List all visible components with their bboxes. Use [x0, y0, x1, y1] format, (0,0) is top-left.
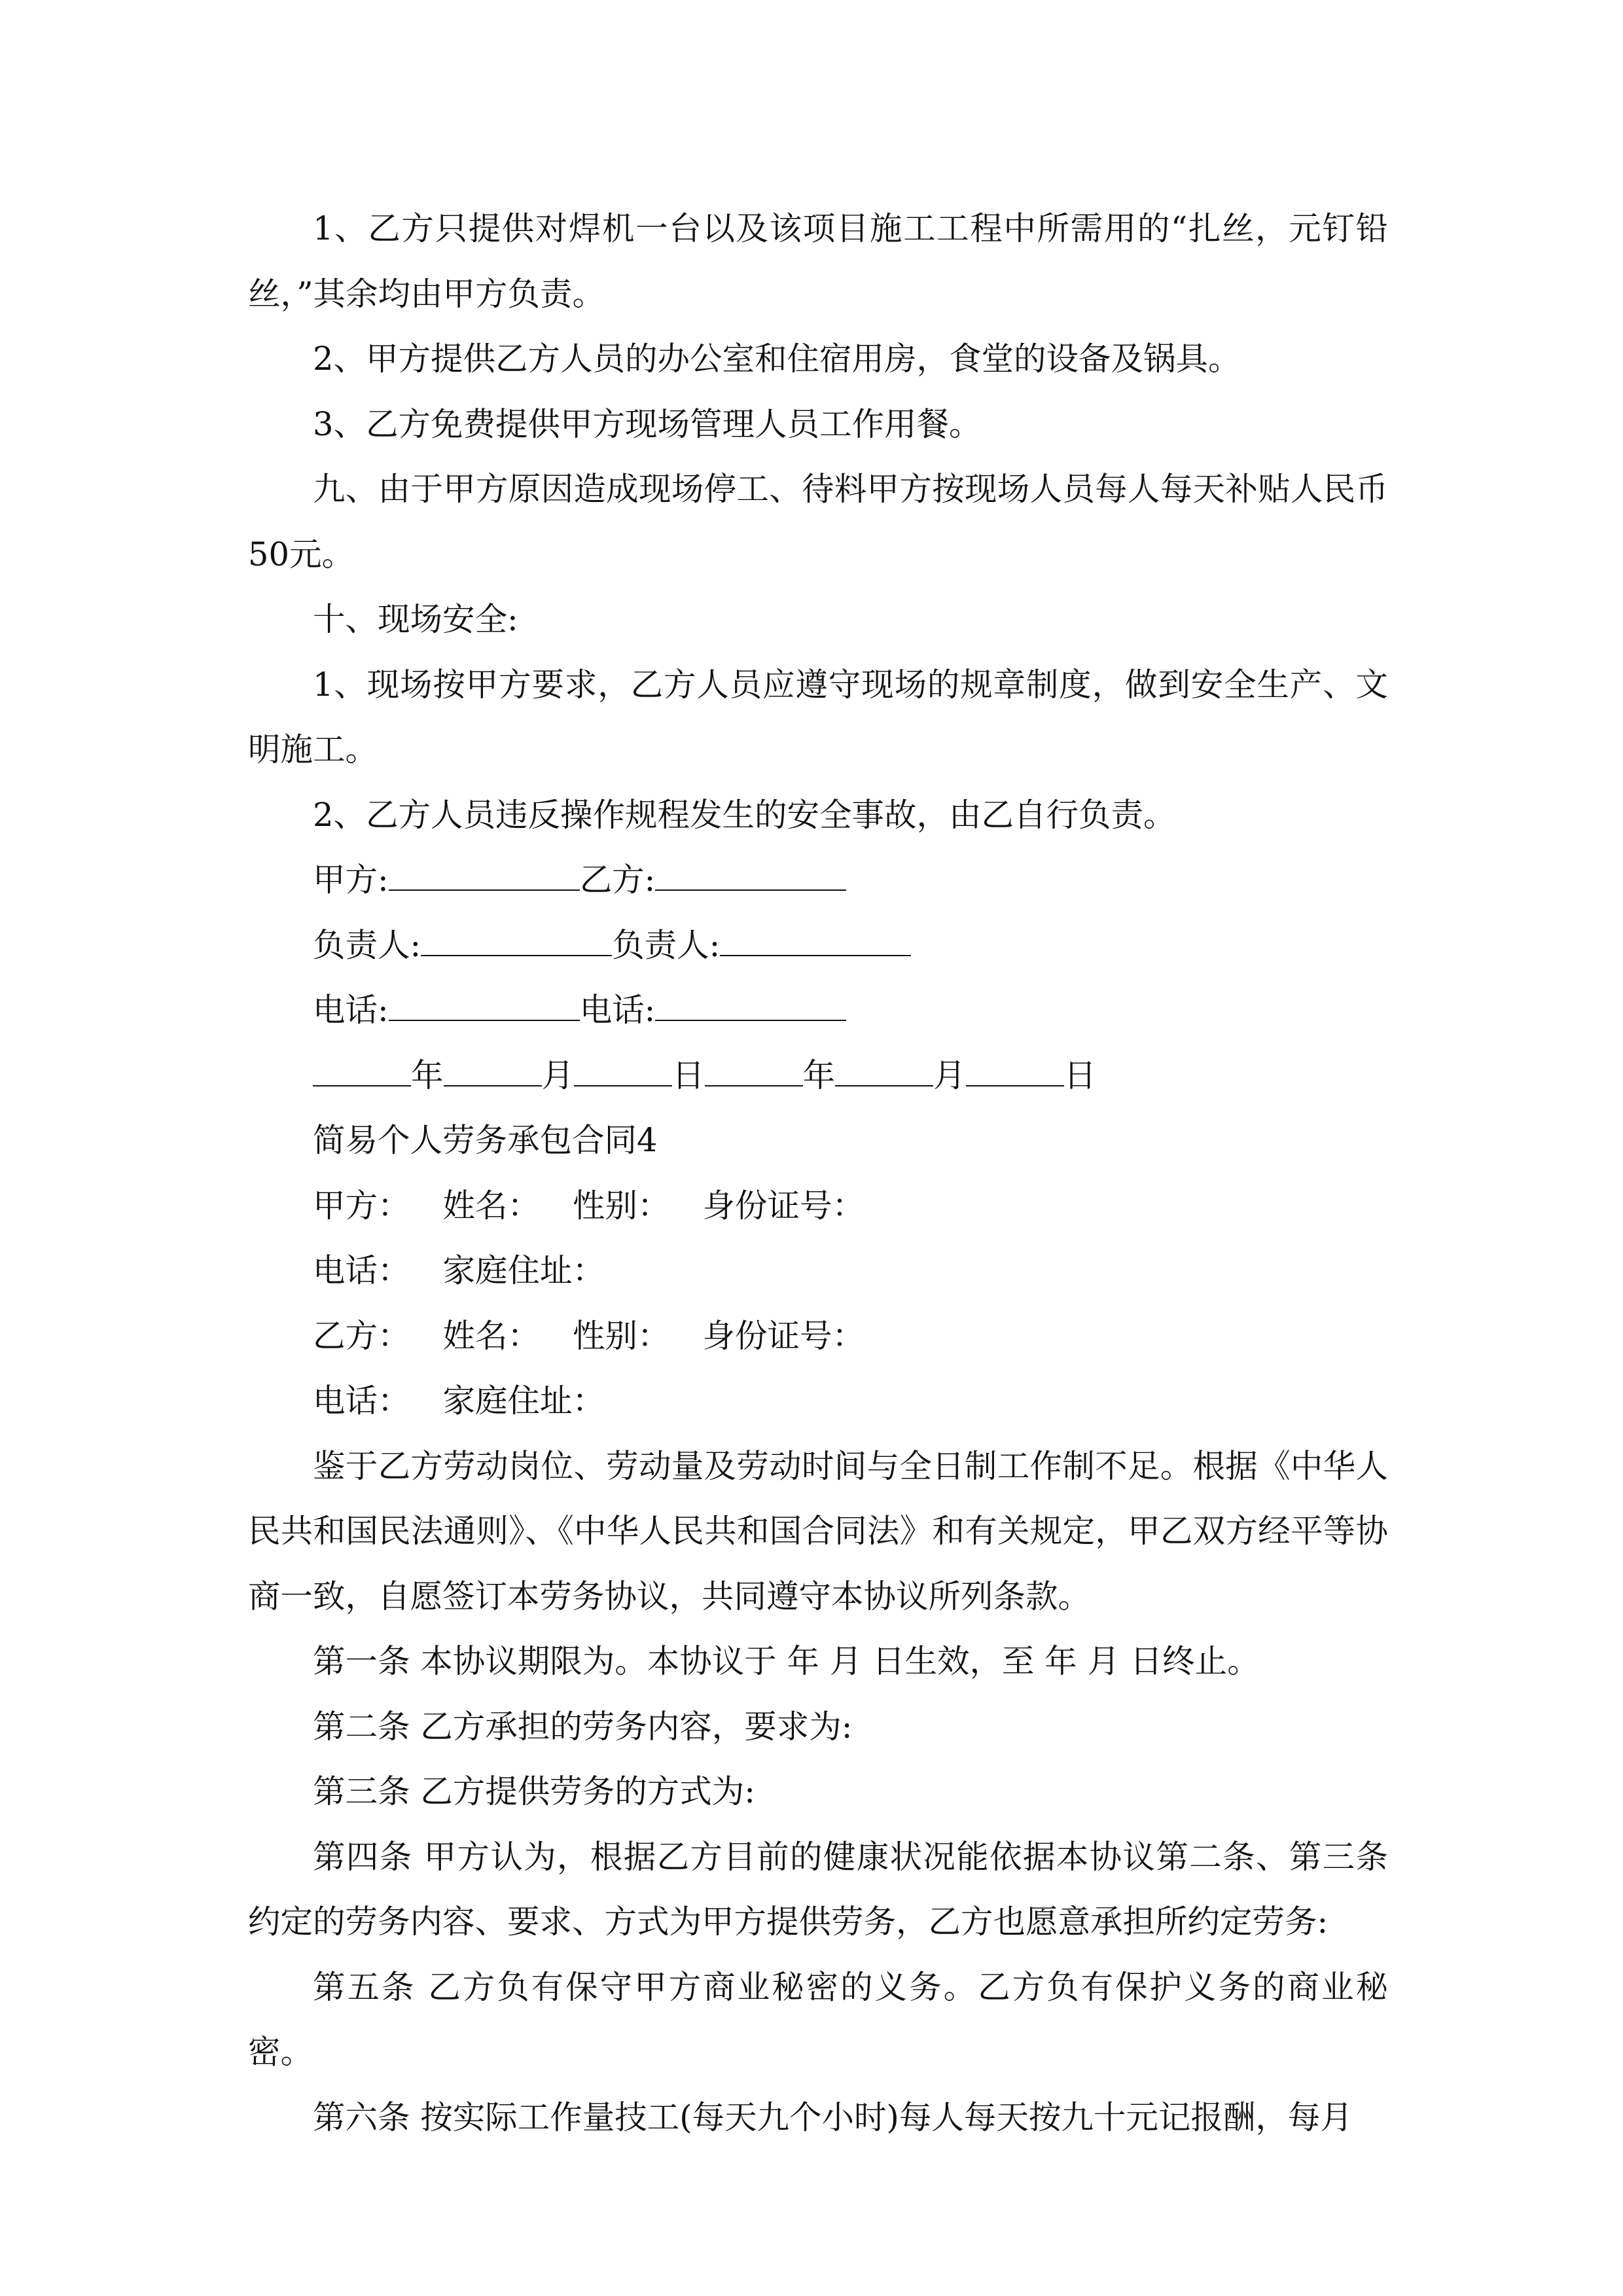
party-b-gender-label: 性别：: [573, 1316, 670, 1355]
phone-a-label: 电话:: [313, 991, 389, 1029]
section-10-heading: 十、现场安全:: [313, 600, 518, 638]
clause-3-meals: 3、乙方免费提供甲方现场管理人员工作用餐。: [313, 404, 982, 443]
day-a-blank[interactable]: [574, 1059, 672, 1086]
article-1: 第一条 本协议期限为。本协议于 年 月 日生效，至 年 月 日终止。: [313, 1642, 1260, 1680]
party-b-phone-label: 电话：: [313, 1382, 410, 1420]
party-a-id-label: 身份证号：: [702, 1186, 865, 1225]
party-b-blank[interactable]: [655, 863, 846, 891]
day-b-label: 日: [1063, 1056, 1096, 1094]
month-b-blank[interactable]: [835, 1059, 933, 1086]
party-b-info-row: [248, 1304, 1388, 1369]
article-2: 第二条 乙方承担的劳务内容，要求为:: [313, 1707, 853, 1746]
responsible-a-label: 负责人:: [313, 925, 421, 964]
responsible-b-blank[interactable]: [720, 929, 911, 956]
year-a-label: 年: [411, 1056, 444, 1094]
signature-row-phone: [248, 978, 1388, 1043]
article-6: 第六条 按实际工作量技工(每天九个小时)每人每天按九十元记报酬，每月: [313, 2098, 1353, 2136]
party-b-address-label: 家庭住址：: [442, 1382, 605, 1420]
month-a-blank[interactable]: [444, 1059, 542, 1086]
responsible-b-label: 负责人:: [612, 925, 721, 964]
day-a-label: 日: [672, 1056, 705, 1094]
article-5: 第五条 乙方负有保守甲方商业秘密的义务。乙方负有保护义务的商业秘密。: [248, 1967, 1388, 2071]
clause-1-equipment: 1、乙方只提供对焊机一台以及该项目施工工程中所需用的“扎丝，元钉铅丝，”其余均由甲方负责。: [248, 209, 1388, 313]
year-a-blank[interactable]: [313, 1059, 411, 1086]
section-9-stoppage-subsidy: 九、由于甲方原因造成现场停工、待料甲方按现场人员每人每天补贴人民币50元。: [248, 470, 1388, 573]
phone-b-label: 电话:: [579, 991, 656, 1029]
party-a-phone-label: 电话：: [313, 1251, 410, 1289]
contract-preamble: 鉴于乙方劳动岗位、劳动量及劳动时间与全日制工作制不足。根据《中华人民共和国民法通则》、《中华人民共和国合同法》和有关规定，甲乙双方经平等协商一致，自愿签订本劳务协议，共同遵守本协议所列条款。: [248, 1446, 1388, 1615]
signature-row-dates: [248, 1043, 1388, 1109]
phone-a-blank[interactable]: [389, 994, 580, 1021]
party-a-label: 甲方:: [313, 861, 389, 899]
month-a-label: 月: [541, 1056, 574, 1094]
clause-2-housing: 2、甲方提供乙方人员的办公室和住宿用房，食堂的设备及锅具。: [313, 340, 1241, 378]
article-4: 第四条 甲方认为，根据乙方目前的健康状况能依据本协议第二条、第三条约定的劳务内容、要求、方式为甲方提供劳务，乙方也愿意承担所约定劳务:: [248, 1837, 1388, 1941]
party-b-info-label: 乙方：: [313, 1316, 410, 1355]
party-a-contact-row: [248, 1238, 1388, 1304]
signature-row-responsible: [248, 913, 1388, 978]
month-b-label: 月: [933, 1056, 966, 1094]
party-b-contact-row: [248, 1369, 1388, 1434]
document-page: [248, 196, 1388, 2150]
contract-4-title: 简易个人劳务承包合同4: [313, 1121, 658, 1159]
party-b-name-label: 姓名：: [442, 1316, 540, 1355]
year-b-blank[interactable]: [705, 1059, 803, 1086]
party-a-gender-label: 性别：: [573, 1186, 670, 1225]
party-a-info-label: 甲方：: [313, 1186, 410, 1225]
year-b-label: 年: [802, 1056, 835, 1094]
safety-clause-2: 2、乙方人员违反操作规程发生的安全事故，由乙自行负责。: [313, 795, 1176, 834]
article-3: 第三条 乙方提供劳务的方式为:: [313, 1772, 755, 1810]
party-a-name-label: 姓名：: [442, 1186, 540, 1225]
safety-clause-1: 1、现场按甲方要求，乙方人员应遵守现场的规章制度，做到安全生产、文明施工。: [248, 665, 1388, 768]
day-b-blank[interactable]: [966, 1059, 1064, 1086]
phone-b-blank[interactable]: [655, 994, 846, 1021]
party-b-id-label: 身份证号：: [702, 1316, 865, 1355]
responsible-a-blank[interactable]: [421, 929, 612, 956]
party-a-address-label: 家庭住址：: [442, 1251, 605, 1289]
party-a-info-row: [248, 1174, 1388, 1239]
party-b-label: 乙方:: [579, 861, 656, 899]
party-a-blank[interactable]: [389, 863, 580, 891]
signature-row-parties: [248, 848, 1388, 913]
